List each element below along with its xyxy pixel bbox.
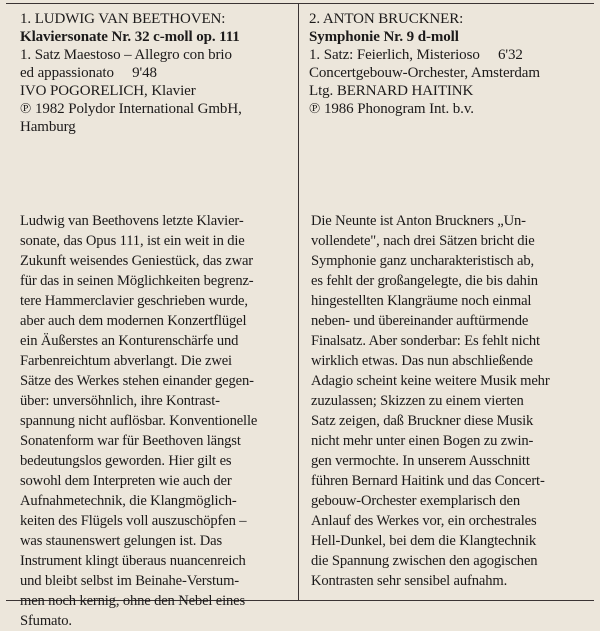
left-description-line: Instrument klingt überaus nuancenreich <box>20 553 246 569</box>
right-description-line: neben- und übereinander auftürmende <box>311 313 529 329</box>
left-track-composer: 1. LUDWIG VAN BEETHOVEN: <box>20 11 226 27</box>
left-description-line: Zukunft weisendes Geniestück, das zwar <box>20 253 253 269</box>
right-track-conductor: Ltg. BERNARD HAITINK <box>309 83 474 99</box>
left-description-line: Sonatenform war für Beethoven längst <box>20 433 241 449</box>
right-description-line: es fehlt der großangelegte, die bis dahin <box>311 273 538 289</box>
left-description-line: bedeutungslos geworden. Hier gilt es <box>20 453 232 469</box>
right-track-composer: 2. ANTON BRUCKNER: <box>309 11 464 27</box>
left-description-line: Sfumato. <box>20 613 72 629</box>
left-description-line: tere Hammerclavier geschrieben wurde, <box>20 293 248 309</box>
right-description-line: vollendete", nach drei Sätzen bricht die <box>311 233 535 249</box>
right-description-line: Hell-Dunkel, bei dem die Klangtechnik <box>311 533 537 549</box>
left-description-line: sonate, das Opus 111, ist ein weit in die <box>20 233 245 249</box>
left-track-heading <box>20 10 292 136</box>
right-description-line: nicht mehr unter einen Bogen zu zwin- <box>311 433 534 449</box>
right-description-line: Satz zeigen, daß Bruckner diese Musik <box>311 413 534 429</box>
column-divider <box>298 3 299 600</box>
left-description-line: Ludwig van Beethovens letzte Klavier- <box>20 213 244 229</box>
right-description-line: Die Neunte ist Anton Bruckners „Un- <box>311 213 526 229</box>
left-track-copyright-city: Hamburg <box>20 119 76 135</box>
right-track-copyright: ℗ 1986 Phonogram Int. b.v. <box>309 101 474 117</box>
right-track-orchestra: Concertgebouw-Orchester, Amsterdam <box>309 65 540 81</box>
right-description-line: Anlauf des Werkes vor, ein orchestrales <box>311 513 537 529</box>
right-description-line: zuzulassen; Skizzen zu einem vierten <box>311 393 524 409</box>
right-description-line: gen vermochte. In unserem Ausschnitt <box>311 453 530 469</box>
right-description-line: gebouw-Orchester exemplarisch den <box>311 493 521 509</box>
right-track-heading <box>309 10 581 118</box>
right-description-line: wirklich etwas. Das nun abschließende <box>311 353 533 369</box>
right-track-work: Symphonie Nr. 9 d-moll <box>309 29 459 45</box>
right-description <box>311 211 581 591</box>
right-track-movement-duration: 1. Satz: Feierlich, Misterioso 6'32 <box>309 47 523 63</box>
right-description-line: Finalsatz. Aber sonderbar: Es fehlt nicht <box>311 333 540 349</box>
left-description-line: für das in seinen Möglichkeiten begrenz- <box>20 273 254 289</box>
left-description <box>20 211 290 631</box>
right-description-line: hingestellten Klangräume noch einmal <box>311 293 532 309</box>
left-description-line: sowohl dem Interpreten wie auch der <box>20 473 232 489</box>
top-rule <box>6 3 594 4</box>
left-description-line: Farbenreichtum abverlangt. Die zwei <box>20 353 232 369</box>
left-description-line: men noch kernig, ohne den Nebel eines <box>20 593 246 609</box>
right-description-line: die Spannung zwischen den agogischen <box>311 553 538 569</box>
right-description-line: Kontrasten sehr sensibel aufnahm. <box>311 573 508 589</box>
right-description-line: Adagio scheint keine weitere Musik mehr <box>311 373 550 389</box>
left-description-line: ein Äußerstes an Konturenschärfe und <box>20 333 239 349</box>
left-description-line: keiten des Flügels voll auszuschöpfen – <box>20 513 247 529</box>
left-track-tempo-duration: ed appassionato 9'48 <box>20 65 157 81</box>
left-description-line: spannung nicht auflösbar. Konventionelle <box>20 413 258 429</box>
left-description-line: was staunenswert gelungen ist. Das <box>20 533 223 549</box>
left-track-work: Klaviersonate Nr. 32 c-moll op. 111 <box>20 29 240 45</box>
left-description-line: Sätze des Werkes stehen einander gegen- <box>20 373 254 389</box>
left-description-line: aber auch dem modernen Konzertflügel <box>20 313 247 329</box>
right-description-line: führen Bernard Haitink und das Concert- <box>311 473 545 489</box>
left-track-movement: 1. Satz Maestoso – Allegro con brio <box>20 47 232 63</box>
right-description-line: Symphonie ganz uncharakteristisch ab, <box>311 253 535 269</box>
left-description-line: und bleibt selbst im Beinahe-Verstum- <box>20 573 239 589</box>
left-description-line: Aufnahmetechnik, die Klangmöglich- <box>20 493 237 509</box>
left-track-performer: IVO POGORELICH, Klavier <box>20 83 196 99</box>
left-description-line: über: unversöhnlich, ihre Kontrast- <box>20 393 220 409</box>
left-track-copyright: ℗ 1982 Polydor International GmbH, <box>20 101 242 117</box>
